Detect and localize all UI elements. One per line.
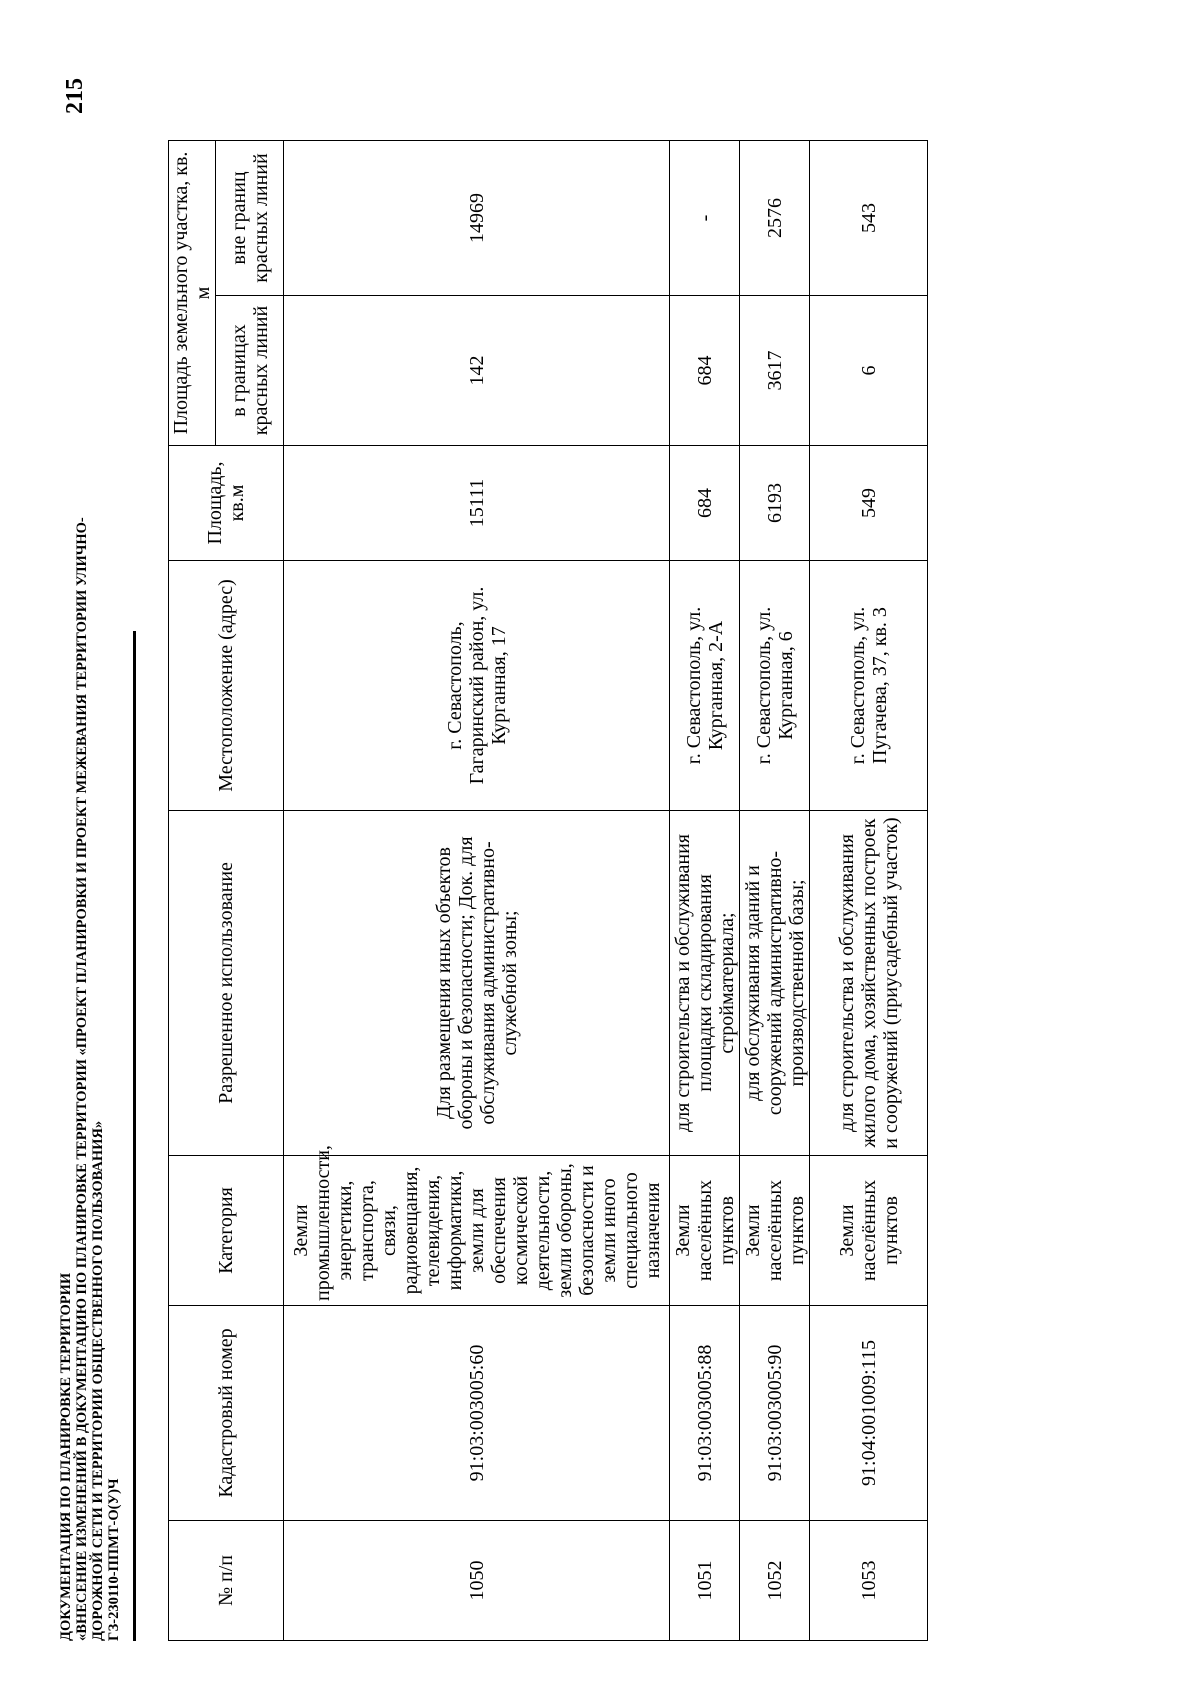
row-category: Земли промышленности, энергетики, транспорта, связи, радиовещания, телевидения, информатики, земли для обеспечения космической деятельности, земли обороны, безопасности и земли иного специального назначения [284, 1156, 670, 1306]
row-num: 1052 [740, 1521, 810, 1641]
row-area: 684 [670, 446, 740, 561]
row-category: Земли населённых пунктов [670, 1156, 740, 1306]
row-use: для строительства и обслуживания жилого дома, хозяйственных построек и сооружений (приусадебный участок) [810, 811, 928, 1156]
row-cadastral: 91:03:003005:60 [284, 1306, 670, 1521]
header-category: Категория [169, 1156, 284, 1306]
row-outside: 2576 [740, 140, 810, 295]
header-line-2: «ВНЕСЕНИЕ ИЗМЕНЕНИЙ В ДОКУМЕНТАЦИЮ ПО ПЛАНИРОВКЕ ТЕРРИТОРИИ «ПРОЕКТ ПЛАНИРОВКИ И ПРОЕКТ МЕЖЕВАНИЯ ТЕРРИТОРИИ УЛИЧНО- [74, 517, 90, 1641]
land-plots-table [168, 140, 928, 1641]
row-area: 549 [810, 446, 928, 561]
row-use: для строительства и обслуживания площадки складирования стройматериала; [670, 811, 740, 1156]
header-location: Местоположение (адрес) [169, 561, 284, 811]
header-line-1: ДОКУМЕНТАЦИЯ ПО ПЛАНИРОВКЕ ТЕРРИТОРИИ [58, 1272, 74, 1641]
document-header [58, 341, 122, 1641]
header-plot-area: Площадь земельного участка, кв. м [169, 140, 216, 445]
row-inside: 684 [670, 296, 740, 446]
row-location: г. Севастополь, Гагаринский район, ул. Курганная, 17 [284, 561, 670, 811]
row-num: 1053 [810, 1521, 928, 1641]
row-outside: - [670, 140, 740, 295]
row-location: г. Севастополь, ул. Курганная, 2-А [670, 561, 740, 811]
page-number: 215 [62, 78, 88, 114]
row-cadastral: 91:03:003005:88 [670, 1306, 740, 1521]
table-row [810, 140, 928, 1640]
row-inside: 142 [284, 296, 670, 446]
header-num: № п/п [169, 1521, 284, 1641]
row-area: 15111 [284, 446, 670, 561]
header-line-3: ДОРОЖНОЙ СЕТИ И ТЕРРИТОРИИ ОБЩЕСТВЕННОГО ПОЛЬЗОВАНИЯ» [90, 1120, 106, 1641]
row-use: для обслуживания зданий и сооружений административно-производственной базы; [740, 811, 810, 1156]
header-divider [133, 631, 136, 1641]
header-outside-red-lines: вне границ красных линий [216, 140, 284, 295]
table-row [740, 140, 810, 1640]
row-cadastral: 91:04:001009:115 [810, 1306, 928, 1521]
row-num: 1050 [284, 1521, 670, 1641]
row-inside: 6 [810, 296, 928, 446]
table-header-row [169, 140, 216, 1640]
header-use: Разрешенное использование [169, 811, 284, 1156]
row-outside: 543 [810, 140, 928, 295]
row-location: г. Севастополь, ул. Курганная, 6 [740, 561, 810, 811]
row-category: Земли населённых пунктов [740, 1156, 810, 1306]
row-outside: 14969 [284, 140, 670, 295]
header-line-4: ГЗ-230110-ППМТ-О(У)Ч [106, 1478, 122, 1641]
row-use: Для размещения иных объектов обороны и безопасности; Док. для обслуживания административно-служебной зоны; [284, 811, 670, 1156]
row-location: г. Севастополь, ул. Пугачева, 37, кв. 3 [810, 561, 928, 811]
header-cadastral: Кадастровый номер [169, 1306, 284, 1521]
row-num: 1051 [670, 1521, 740, 1641]
header-inside-red-lines: в границах красных линий [216, 296, 284, 446]
row-category: Земли населённых пунктов [810, 1156, 928, 1306]
header-area: Площадь, кв.м [169, 446, 284, 561]
row-area: 6193 [740, 446, 810, 561]
row-inside: 3617 [740, 296, 810, 446]
table-row [284, 140, 670, 1640]
table-row [670, 140, 740, 1640]
row-cadastral: 91:03:003005:90 [740, 1306, 810, 1521]
